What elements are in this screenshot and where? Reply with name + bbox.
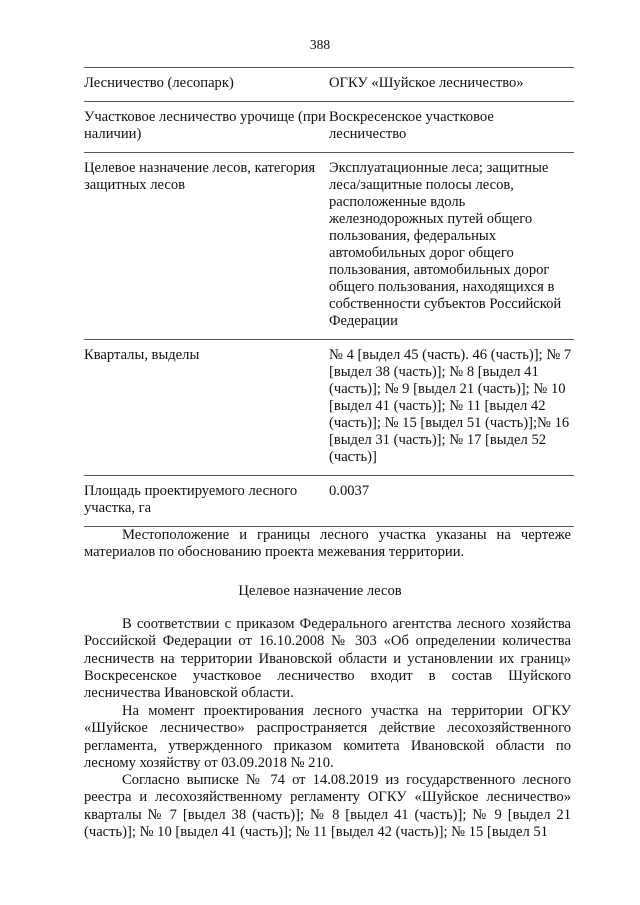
section-heading: Целевое назначение лесов (238, 583, 402, 599)
row-label: Площадь проектируемого лесного участка, га (84, 483, 298, 516)
row-label: Лесничество (лесопарк) (84, 75, 234, 91)
table-row (84, 68, 574, 102)
body-paragraph-2: На момент проектирования лесного участка на территории ОГКУ «Шуйское лесничество» распространяется действие лесохозяйственного регламента, утвержденного приказом комитета Ивановской области по лесному хозяйству от 03.09.2018 № 210. (84, 703, 571, 771)
body-paragraph-1: В соответствии с приказом Федерального агентства лесного хозяйства Российской Федерации от 16.10.2008 № 303 «Об определении количества лесничеств на территории Ивановской области и установлении их границ» Воскресенское участковое лесничество входит в состав Шуйского лесничества Ивановской области. (84, 616, 571, 702)
row-label: Кварталы, выделы (84, 347, 200, 363)
body-paragraph-3: Согласно выписке № 74 от 14.08.2019 из государственного лесного реестра и лесохозяйственному регламенту ОГКУ «Шуйское лесничество» кварталы № 7 [выдел 38 (часть)]; № 8 [выдел 41 (часть)]; № 9 [выдел 21 (часть)]; № 10 [выдел 41 (часть)]; № 11 [выдел 42 (часть)]; № 15 [выдел 51 (84, 772, 571, 840)
row-value: ОГКУ «Шуйское лесничество» (329, 75, 524, 91)
row-label: Целевое назначение лесов, категория защитных лесов (84, 160, 316, 193)
table-row (84, 153, 574, 340)
row-value: Воскресенское участковое лесничество (329, 109, 494, 142)
table-row (84, 340, 574, 476)
row-label: Участковое лесничество урочище (при наличии) (84, 109, 326, 142)
row-value: Эксплуатационные леса; защитные леса/защитные полосы лесов, расположенные вдоль железнодорожных путей общего пользования, федеральных автомобильных дорог общего пользования, автомобильных дорог общего пользования, находящихся в собственности субъектов Российской Федерации (329, 160, 562, 329)
location-paragraph: Местоположение и границы лесного участка указаны на чертеже материалов по обоснованию проекта межевания территории. (84, 527, 571, 561)
table-row (84, 102, 574, 153)
table-row (84, 476, 574, 527)
row-value: № 4 [выдел 45 (часть). 46 (часть)]; № 7 [выдел 38 (часть)]; № 8 [выдел 41 (часть)]; № 9 [выдел 21 (часть)]; № 10 [выдел 41 (часть)]; № 11 [выдел 42 (часть)]; № 15 [выдел 51 (часть)];№ 16 [выдел 31 (часть)]; № 17 [выдел 52 (часть)] (329, 347, 572, 465)
row-value: 0.0037 (329, 483, 370, 499)
page-number: 388 (309, 37, 331, 52)
forest-info-table (84, 67, 574, 527)
